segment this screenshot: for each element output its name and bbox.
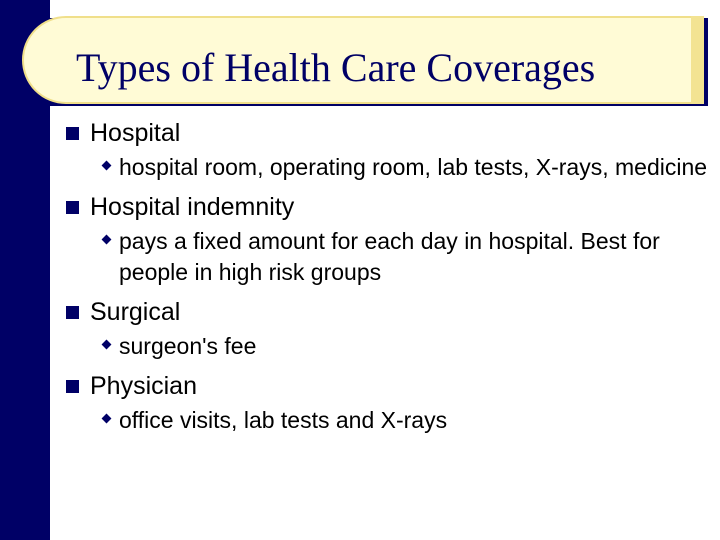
sub-list-item bbox=[62, 152, 712, 183]
slide-title: Types of Health Care Coverages bbox=[76, 45, 596, 90]
diamond-bullet-icon bbox=[102, 340, 112, 350]
list-item-label: Physician bbox=[90, 372, 197, 400]
square-bullet-icon bbox=[66, 380, 79, 393]
sub-list-item bbox=[62, 331, 712, 362]
square-bullet-icon bbox=[66, 127, 79, 140]
list-item-label: Hospital bbox=[90, 119, 181, 147]
sub-list-item-text: surgeon's fee bbox=[119, 333, 257, 359]
sub-list-item-text: office visits, lab tests and X-rays bbox=[119, 407, 448, 433]
diamond-bullet-icon bbox=[102, 161, 112, 171]
list-item bbox=[62, 367, 712, 405]
sub-list-item-text: pays a fixed amount for each day in hospital. Best for people in high risk groups bbox=[119, 228, 660, 285]
list-item-label: Hospital indemnity bbox=[90, 193, 295, 221]
diamond-bullet-icon bbox=[102, 414, 112, 424]
sub-list-item bbox=[62, 226, 712, 288]
diamond-bullet-icon bbox=[102, 235, 112, 245]
bullet-list bbox=[62, 114, 712, 441]
sub-list-item bbox=[62, 405, 712, 436]
square-bullet-icon bbox=[66, 306, 79, 319]
list-item bbox=[62, 188, 712, 226]
title-edge bbox=[691, 16, 704, 104]
list-item bbox=[62, 114, 712, 152]
list-item bbox=[62, 293, 712, 331]
square-bullet-icon bbox=[66, 201, 79, 214]
sub-list-item-text: hospital room, operating room, lab tests, X-rays, medicine bbox=[119, 154, 708, 180]
list-item-label: Surgical bbox=[90, 298, 181, 326]
